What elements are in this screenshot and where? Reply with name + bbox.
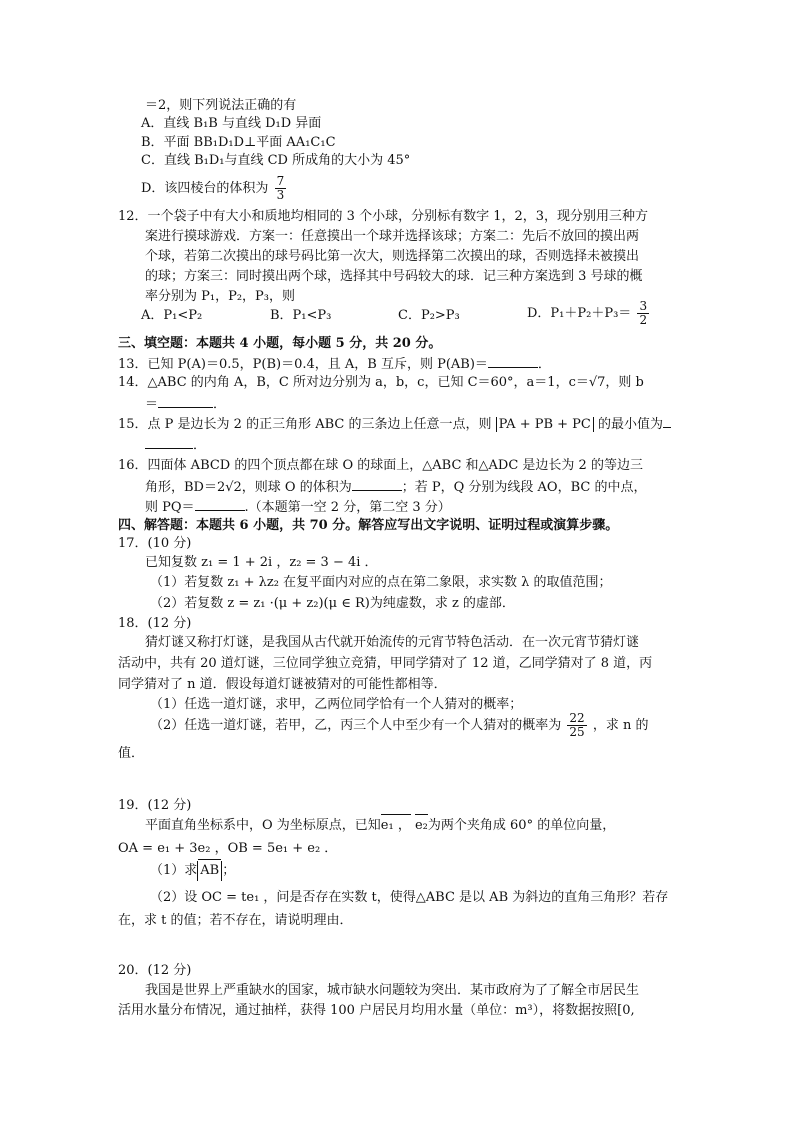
- q19-heading: 19．(12 分): [118, 798, 192, 813]
- q18-line-3: 同学猜对了 n 道．假设每道灯谜被猜对的可能性都相等．: [118, 677, 447, 692]
- q13-text: 13．已知 P(A)＝0.5，P(B)＝0.4，且 A，B 互斥，则 P(AB)＝: [118, 357, 488, 372]
- answer-blank: [488, 353, 538, 368]
- q19-part-1: [150, 861, 235, 881]
- q19-part-2: （2）设 OC = te₁ ，问是否存在实数 t，使得△ABC 是以 AB 为斜边的直角三角形？若存: [150, 890, 669, 905]
- q11-option-b: B．平面 BB₁D₁D⊥平面 AA₁C₁C: [141, 135, 336, 150]
- q12-line-3: 个球，若第二次摸出的球号码比第一次大，则选择第二次摸出的球，否则选择未被摸出: [145, 249, 640, 264]
- q14-line-1: 14．△ABC 的内角 A，B，C 所对边分别为 a，b，c，已知 C＝60°，a＝1，c＝√7，则 b: [118, 375, 644, 390]
- q18-line-2: 活动中，共有 20 道灯谜，三位同学独立竞猜，甲同学猜对了 12 道，乙同学猜对了 8 道，丙: [118, 656, 653, 671]
- vector-e1: e₁ ，: [381, 816, 411, 836]
- fraction-denominator: 25: [569, 725, 585, 739]
- fraction-numerator: 7: [276, 174, 285, 188]
- q12-option-a: A．P₁<P₂: [141, 308, 203, 323]
- q11-option-d: [141, 175, 288, 202]
- q12-line-2: 案进行摸球游戏．方案一：任意摸出一个球并选择该球；方案二：先后不放回的摸出两: [145, 229, 640, 244]
- q11-option-d-text: D．该四棱台的体积为: [141, 181, 269, 196]
- fraction-numerator: 22: [569, 711, 585, 725]
- q12-option-c: C．P₂>P₃: [398, 308, 460, 323]
- fraction-denominator: 3: [276, 188, 285, 202]
- q12-line-1: 12．一个袋子中有大小和质地均相同的 3 个小球，分别标有数字 1，2，3，现分别用三种方: [118, 209, 649, 224]
- q19-line-2: OA = e₁ + 3e₂ ，OB = 5e₁ + e₂ ．: [118, 841, 338, 856]
- q17-line-1: 已知复数 z₁ = 1 + 2i ，z₂ = 3 − 4i ．: [145, 555, 378, 570]
- q16-line-2-text-b: ；若 P，Q 分别为线段 AO，BC 的中点，: [401, 480, 647, 495]
- q16-line-2-text-a: 角形，BD＝2√2，则球 O 的体积为: [145, 480, 352, 495]
- q15-text-a: 15．点 P 是边长为 2 的正三角形 ABC 的三条边上任意一点，则: [118, 417, 492, 432]
- q20-line-1: 我国是世界上严重缺水的国家，城市缺水问题较为突出．某市政府为了了解全市居民生: [145, 983, 640, 998]
- q18-line-1: 猜灯谜又称打灯谜，是我国从古代就开始流传的元宵节特色活动．在一次元宵节猜灯谜: [145, 635, 640, 650]
- q15-text-b: 的最小值为: [598, 417, 664, 432]
- q12-option-d-text: D．P₁＋P₂＋P₃＝: [527, 306, 632, 321]
- answer-blank: [145, 434, 193, 449]
- q18-part-1: （1）任选一道灯谜，求甲，乙两位同学恰有一个人猜对的概率；: [150, 697, 523, 712]
- vector-ab-magnitude: AB: [197, 861, 222, 881]
- q20-heading: 20．(12 分): [118, 963, 192, 978]
- q15-vector-sum: PA + PB + PC: [496, 417, 594, 432]
- fraction-numerator: 3: [639, 299, 648, 313]
- q16-line-1: 16．四面体 ABCD 的四个顶点都在球 O 的球面上，△ABC 和△ADC 是边长为 2 的等边三: [118, 458, 643, 473]
- q20-line-2: 活用水量分布情况，通过抽样，获得 100 户居民月均用水量（单位：m³），将数据按照[0,: [118, 1003, 635, 1018]
- q19-line-5: 在，求 t 的值；若不存在，请说明理由．: [118, 913, 353, 928]
- fraction-denominator: 2: [639, 313, 648, 327]
- answer-blank: [195, 496, 245, 511]
- answer-blank: [158, 393, 213, 408]
- section-4-heading: 四、解答题：本题共 6 小题，共 70 分。解答应写出文字说明、证明过程或演算步骤。: [118, 518, 619, 533]
- q18-heading: 18．(12 分): [118, 616, 192, 631]
- answer-blank: [352, 476, 402, 491]
- q11-continuation: ＝2，则下列说法正确的有: [145, 98, 297, 113]
- q15-line-1: [118, 413, 671, 435]
- q16-line-3-text-b: .（本题第一空 2 分，第二空 3 分）: [244, 500, 451, 515]
- section-3-heading: 三、填空题：本题共 4 小题，每小题 5 分，共 20 分。: [118, 336, 442, 351]
- q19-part-1-text-b: ；: [222, 863, 236, 878]
- vector-e2: e₂: [415, 816, 428, 836]
- q17-part-1: （1）若复数 z₁ + λz₂ 在复平面内对应的点在第二象限，求实数 λ 的取值范围；: [150, 575, 612, 590]
- q18-part-2: [150, 712, 648, 739]
- q19-line-1-text-d: 为两个夹角成 60° 的单位向量，: [427, 818, 616, 833]
- q14-line-2: ＝ ．: [145, 393, 226, 415]
- q11-option-c: C．直线 B₁D₁与直线 CD 所成角的大小为 45°: [141, 153, 411, 168]
- q19-part-1-text-a: （1）求: [150, 863, 198, 878]
- q13: 13．已知 P(A)＝0.5，P(B)＝0.4，且 A，B 互斥，则 P(AB)＝ ．: [118, 353, 551, 375]
- q12-option-d: [527, 300, 651, 327]
- q18-line-6: 值．: [118, 746, 145, 761]
- q18-fraction: [567, 712, 586, 739]
- q16-line-2: [145, 476, 646, 498]
- q16-line-3-text-a: 则 PQ＝: [145, 500, 195, 515]
- q18-part-2-text-b: ，求 n 的: [592, 718, 649, 733]
- q17-heading: 17．(10 分): [118, 536, 192, 551]
- q12-option-b: B．P₁<P₃: [270, 308, 332, 323]
- q18-part-2-text-a: （2）任选一道灯谜，若甲，乙，丙三个人中至少有一个人猜对的概率为: [150, 718, 562, 733]
- q17-part-2: （2）若复数 z = z₁ ·(μ + z₂)(μ ∈ R)为纯虚数，求 z 的虚部．: [150, 596, 515, 611]
- q12-line-4: 的球；方案三：同时摸出两个球，选择其中号码较大的球．记三种方案选到 3 号球的概: [145, 269, 643, 284]
- q11-option-a: A．直线 B₁B 与直线 D₁D 异面: [141, 116, 322, 131]
- q12-option-d-fraction: [637, 300, 649, 327]
- q15-line-2: ．: [145, 434, 206, 456]
- q19-line-1: [145, 816, 615, 836]
- q16-line-3: [145, 496, 451, 518]
- q14-line-2-text: ＝: [145, 397, 159, 412]
- answer-blank: [663, 413, 671, 428]
- q12-line-5: 率分别为 P₁，P₂，P₃，则: [145, 289, 296, 304]
- q19-line-1-text-a: 平面直角坐标系中，O 为坐标原点，已知: [145, 818, 381, 833]
- q11-option-d-fraction: [275, 175, 287, 202]
